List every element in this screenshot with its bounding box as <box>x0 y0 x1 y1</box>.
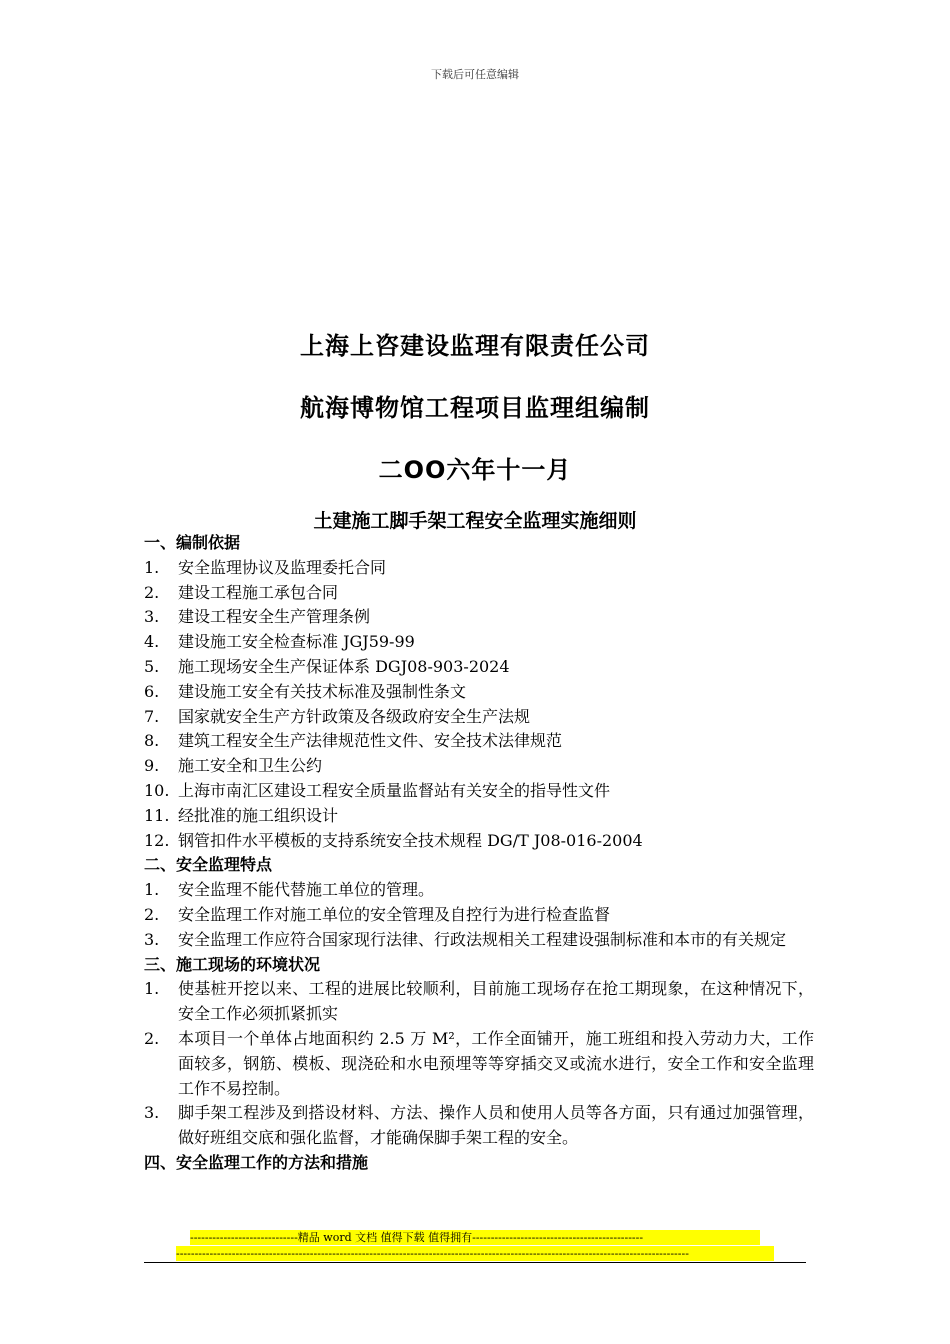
list-item <box>144 680 814 705</box>
list-item <box>144 903 814 928</box>
section-heading: 一、编制依据 <box>144 533 241 552</box>
list-item-number: 7. <box>144 706 160 726</box>
list-item-number: 3. <box>144 929 160 949</box>
list-item <box>144 829 814 854</box>
list-item <box>144 977 814 1027</box>
list-item-text: 本项目一个单体占地面积约 2.5 万 M²，工作全面铺开，施工班组和投入劳动力大，工作面较多，钢筋、模板、现浇砼和水电预埋等等穿插交叉或流水进行，安全工作和安全监理工作不易控制。 <box>178 1028 814 1098</box>
header-note: 下载后可任意编辑 <box>431 68 519 81</box>
list-item-number: 4. <box>144 632 160 652</box>
list-item-number: 1. <box>144 979 160 999</box>
list-item-text: 施工现场安全生产保证体系 DGJ08-903-2024 <box>178 656 510 676</box>
list-item <box>144 705 814 730</box>
list-item-number: 8. <box>144 731 160 751</box>
list-item-text: 安全监理协议及监理委托合同 <box>178 557 387 577</box>
list-item-text: 脚手架工程涉及到搭设材料、方法、操作人员和使用人员等各方面，只有通过加强管理，做好班组交底和强化监督，才能确保脚手架工程的安全。 <box>178 1103 814 1148</box>
list-item-text: 国家就安全生产方针政策及各级政府安全生产法规 <box>178 706 531 726</box>
list-item-number: 6. <box>144 681 160 701</box>
list-item-text: 建设工程施工承包合同 <box>178 582 339 602</box>
list-item-number: 3. <box>144 1103 160 1123</box>
list-item-text: 经批准的施工组织设计 <box>178 805 339 825</box>
list-item-text: 建设施工安全检查标准 JGJ59-99 <box>178 632 415 652</box>
list-item-number: 2. <box>144 582 160 602</box>
document-body <box>144 531 814 1176</box>
list-item <box>144 630 814 655</box>
list-item <box>144 729 814 754</box>
list-item-number: 2. <box>144 1028 160 1048</box>
list-item <box>144 804 814 829</box>
list-item <box>144 1027 814 1101</box>
list-item <box>144 1101 814 1151</box>
section-heading: 四、安全监理工作的方法和措施 <box>144 1152 369 1172</box>
list-item-number: 2. <box>144 904 160 924</box>
list-item-text: 上海市南汇区建设工程安全质量监督站有关安全的指导性文件 <box>178 780 611 800</box>
list-item <box>144 556 814 581</box>
project-group: 航海博物馆工程项目监理组编制 <box>300 394 650 422</box>
document-title: 土建施工脚手架工程安全监理实施细则 <box>313 510 637 532</box>
list-item <box>144 928 814 953</box>
section-heading: 二、安全监理特点 <box>144 855 273 875</box>
list-item <box>144 655 814 680</box>
document-date: 二OO六年十一月 <box>378 456 572 484</box>
list-item-number: 10. <box>144 780 170 800</box>
list-item-number: 5. <box>144 656 160 676</box>
list-item <box>144 754 814 779</box>
list-item-text: 钢管扣件水平模板的支持系统安全技术规程 DG/T J08-016-2004 <box>178 830 643 850</box>
list-item-text: 安全监理工作对施工单位的安全管理及自控行为进行检查监督 <box>178 904 611 924</box>
footer-rule <box>144 1262 806 1263</box>
list-item-number: 3. <box>144 607 160 627</box>
list-item-text: 施工安全和卫生公约 <box>178 756 323 776</box>
list-item-number: 1. <box>144 880 160 900</box>
list-item-number: 1. <box>144 557 160 577</box>
list-item-text: 使基桩开挖以来、工程的进展比较顺利，目前施工现场存在抢工期现象，在这种情况下，安全工作必须抓紧抓实 <box>178 979 814 1024</box>
footer-dash-line: ------------------------------------------------------------------------------------------------------------------------------------------ <box>176 1246 774 1261</box>
list-item-text: 安全监理工作应符合国家现行法律、行政法规相关工程建设强制标准和本市的有关规定 <box>178 929 787 949</box>
list-item-text: 建设工程安全生产管理条例 <box>178 607 371 627</box>
list-item-number: 12. <box>144 830 170 850</box>
list-item-text: 建设施工安全有关技术标准及强制性条文 <box>178 681 467 701</box>
list-item <box>144 581 814 606</box>
list-item-number: 9. <box>144 756 160 776</box>
list-item-text: 安全监理不能代替施工单位的管理。 <box>178 880 435 900</box>
section-heading: 三、施工现场的环境状况 <box>144 954 321 974</box>
list-item <box>144 605 814 630</box>
list-item-number: 11. <box>144 805 170 825</box>
footer-banner: -----------------------------精品 word 文档 值得下载 值得拥有---------------------------------------------- <box>190 1230 760 1245</box>
list-item <box>144 878 814 903</box>
list-item <box>144 779 814 804</box>
list-item-text: 建筑工程安全生产法律规范性文件、安全技术法律规范 <box>178 731 563 751</box>
company-name: 上海上咨建设监理有限责任公司 <box>300 332 650 360</box>
